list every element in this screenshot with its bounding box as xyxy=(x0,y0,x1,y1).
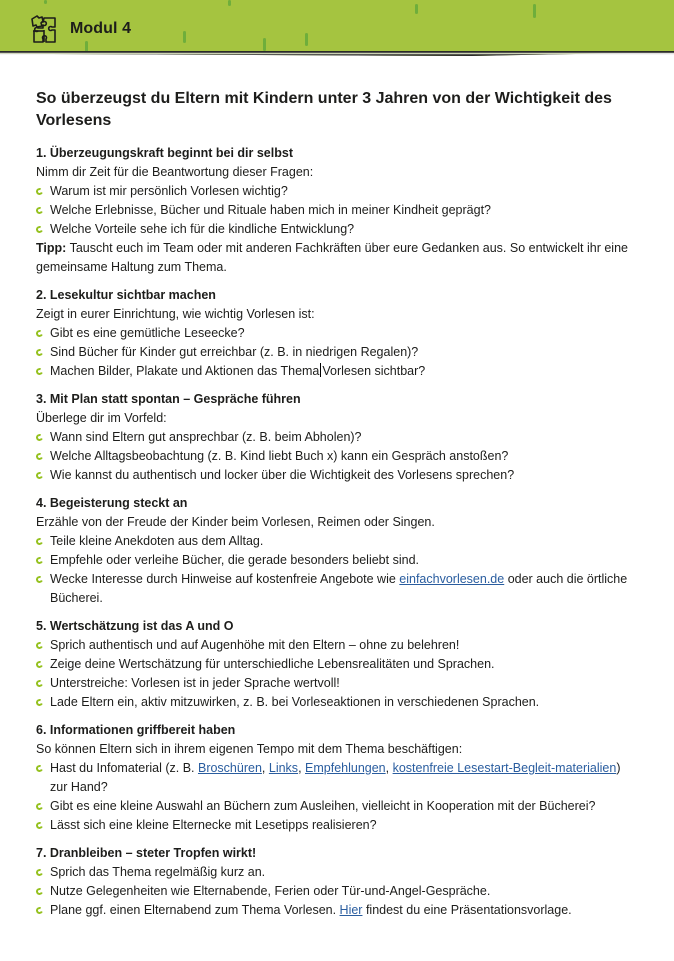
section-7 xyxy=(36,844,640,920)
bullet-icon xyxy=(35,452,44,461)
section-heading: 2. Lesekultur sichtbar machen xyxy=(36,288,216,302)
list-item: Lässt sich eine kleine Elternecke mit Lesetipps realisieren? xyxy=(36,816,640,835)
page-title: So überzeugst du Eltern mit Kindern unter 3 Jahren von der Wichtigkeit des Vorlesens xyxy=(36,90,612,129)
grass-blade xyxy=(263,38,266,51)
bullet-list xyxy=(36,759,640,835)
list-item: Nutze Gelegenheiten wie Elternabende, Ferien oder Tür-und-Angel-Gespräche. xyxy=(36,882,640,901)
lesestart-begleitmaterialien-link[interactable]: kostenfreie Lesestart-Begleit-materialien xyxy=(392,761,617,775)
section-5 xyxy=(36,617,640,712)
list-item: Lade Eltern ein, aktiv mitzuwirken, z. B. bei Vorleseaktionen in verschiedenen Sprachen. xyxy=(36,693,640,712)
bullet-icon xyxy=(35,660,44,669)
tip-label: Tipp: xyxy=(36,241,67,255)
bullet-icon xyxy=(35,348,44,357)
list-item: Zeige deine Wertschätzung für unterschiedliche Lebensrealitäten und Sprachen. xyxy=(36,655,640,674)
bullet-list xyxy=(36,324,640,381)
bullet-list xyxy=(36,863,640,920)
section-heading: 3. Mit Plan statt spontan – Gespräche führen xyxy=(36,392,301,406)
list-item: Machen Bilder, Plakate und Aktionen das Thema Vorlesen sichtbar? xyxy=(36,362,640,381)
bullet-list xyxy=(36,636,640,712)
bullet-icon xyxy=(35,329,44,338)
list-item: Warum ist mir persönlich Vorlesen wichtig? xyxy=(36,182,640,201)
grass-blade xyxy=(415,4,418,14)
bullet-list xyxy=(36,182,640,239)
section-heading: 4. Begeisterung steckt an xyxy=(36,496,188,510)
bullet-list xyxy=(36,428,640,485)
grass-blade xyxy=(44,0,47,4)
bullet-icon xyxy=(35,887,44,896)
list-item: Gibt es eine gemütliche Leseecke? xyxy=(36,324,640,343)
tip-text: Tauscht euch im Team oder mit anderen Fachkräften über eure Gedanken aus. So entwickelt ihr eine gemeinsame Haltung zum Thema. xyxy=(36,241,628,274)
links-link[interactable]: Links xyxy=(268,761,299,775)
module-brand xyxy=(28,12,131,46)
list-item: Teile kleine Anekdoten aus dem Alltag. xyxy=(36,532,640,551)
bullet-icon xyxy=(35,679,44,688)
list-item: Welche Vorteile sehe ich für die kindliche Entwicklung? xyxy=(36,220,640,239)
section-6 xyxy=(36,721,640,835)
section-heading: 5. Wertschätzung ist das A und O xyxy=(36,619,234,633)
list-item: Plane ggf. einen Elternabend zum Thema Vorlesen. Hier findest du eine Präsentationsvorlage. xyxy=(36,901,640,920)
bullet-icon xyxy=(35,187,44,196)
empfehlungen-link[interactable]: Empfehlungen xyxy=(305,761,386,775)
section-intro: Erzähle von der Freude der Kinder beim Vorlesen, Reimen oder Singen. xyxy=(36,515,435,529)
bullet-icon xyxy=(35,556,44,565)
bullet-icon xyxy=(35,471,44,480)
list-item: Wann sind Eltern gut ansprechbar (z. B. beim Abholen)? xyxy=(36,428,640,447)
broschueren-link[interactable]: Broschüren xyxy=(197,761,262,775)
grass-blade xyxy=(305,33,308,46)
list-item: Welche Alltagsbeobachtung (z. B. Kind liebt Buch x) kann ein Gespräch anstoßen? xyxy=(36,447,640,466)
section-4 xyxy=(36,494,640,608)
bullet-icon xyxy=(35,906,44,915)
list-item: Wecke Interesse durch Hinweise auf kostenfreie Angebote wie einfachvorlesen.de oder auch die örtliche Bücherei. xyxy=(36,570,640,608)
bullet-icon xyxy=(35,698,44,707)
list-item: Sind Bücher für Kinder gut erreichbar (z. B. in niedrigen Regalen)? xyxy=(36,343,640,362)
bullet-icon xyxy=(35,225,44,234)
bullet-icon xyxy=(35,367,44,376)
section-2 xyxy=(36,286,640,381)
bullet-icon xyxy=(35,537,44,546)
grass-blade xyxy=(228,0,231,6)
section-heading: 1. Überzeugungskraft beginnt bei dir selbst xyxy=(36,146,293,160)
document-body xyxy=(36,88,640,929)
bullet-icon xyxy=(35,821,44,830)
einfachvorlesen-link[interactable]: einfachvorlesen.de xyxy=(399,572,505,586)
section-1 xyxy=(36,144,640,277)
section-intro: Überlege dir im Vorfeld: xyxy=(36,411,167,425)
bullet-icon xyxy=(35,641,44,650)
section-intro: Nimm dir Zeit für die Beantwortung dieser Fragen: xyxy=(36,165,314,179)
section-3 xyxy=(36,390,640,485)
praesentationsvorlage-link[interactable]: Hier xyxy=(339,903,363,917)
bullet-icon xyxy=(35,802,44,811)
list-item: Empfehle oder verleihe Bücher, die gerade besonders beliebt sind. xyxy=(36,551,640,570)
bullet-icon xyxy=(35,868,44,877)
list-item: Sprich authentisch und auf Augenhöhe mit den Eltern – ohne zu belehren! xyxy=(36,636,640,655)
list-item: Gibt es eine kleine Auswahl an Büchern zum Ausleihen, vielleicht in Kooperation mit der Bücherei? xyxy=(36,797,640,816)
tip-paragraph xyxy=(36,239,640,277)
list-item: Welche Erlebnisse, Bücher und Rituale haben mich in meiner Kindheit geprägt? xyxy=(36,201,640,220)
puzzle-icon xyxy=(28,12,62,46)
bullet-icon xyxy=(35,764,44,773)
section-intro: So können Eltern sich in ihrem eigenen Tempo mit dem Thema beschäftigen: xyxy=(36,742,463,756)
header-edge xyxy=(0,51,674,55)
list-item: Wie kannst du authentisch und locker über die Wichtigkeit des Vorlesens sprechen? xyxy=(36,466,640,485)
grass-blade xyxy=(183,31,186,43)
list-item: Sprich das Thema regelmäßig kurz an. xyxy=(36,863,640,882)
module-label: Modul 4 xyxy=(70,20,132,37)
bullet-icon xyxy=(35,433,44,442)
bullet-icon xyxy=(35,575,44,584)
section-intro: Zeigt in eurer Einrichtung, wie wichtig Vorlesen ist: xyxy=(36,307,315,321)
bullet-list xyxy=(36,532,640,608)
section-heading: 6. Informationen griffbereit haben xyxy=(36,723,236,737)
list-item: Unterstreiche: Vorlesen ist in jeder Sprache wertvoll! xyxy=(36,674,640,693)
bullet-icon xyxy=(35,206,44,215)
list-item: Hast du Infomaterial (z. B. Broschüren, Links, Empfehlungen, kostenfreie Lesestart-Begleit-materialien) zur Hand? xyxy=(36,759,640,797)
grass-blade xyxy=(533,4,536,18)
section-heading: 7. Dranbleiben – steter Tropfen wirkt! xyxy=(36,846,257,860)
